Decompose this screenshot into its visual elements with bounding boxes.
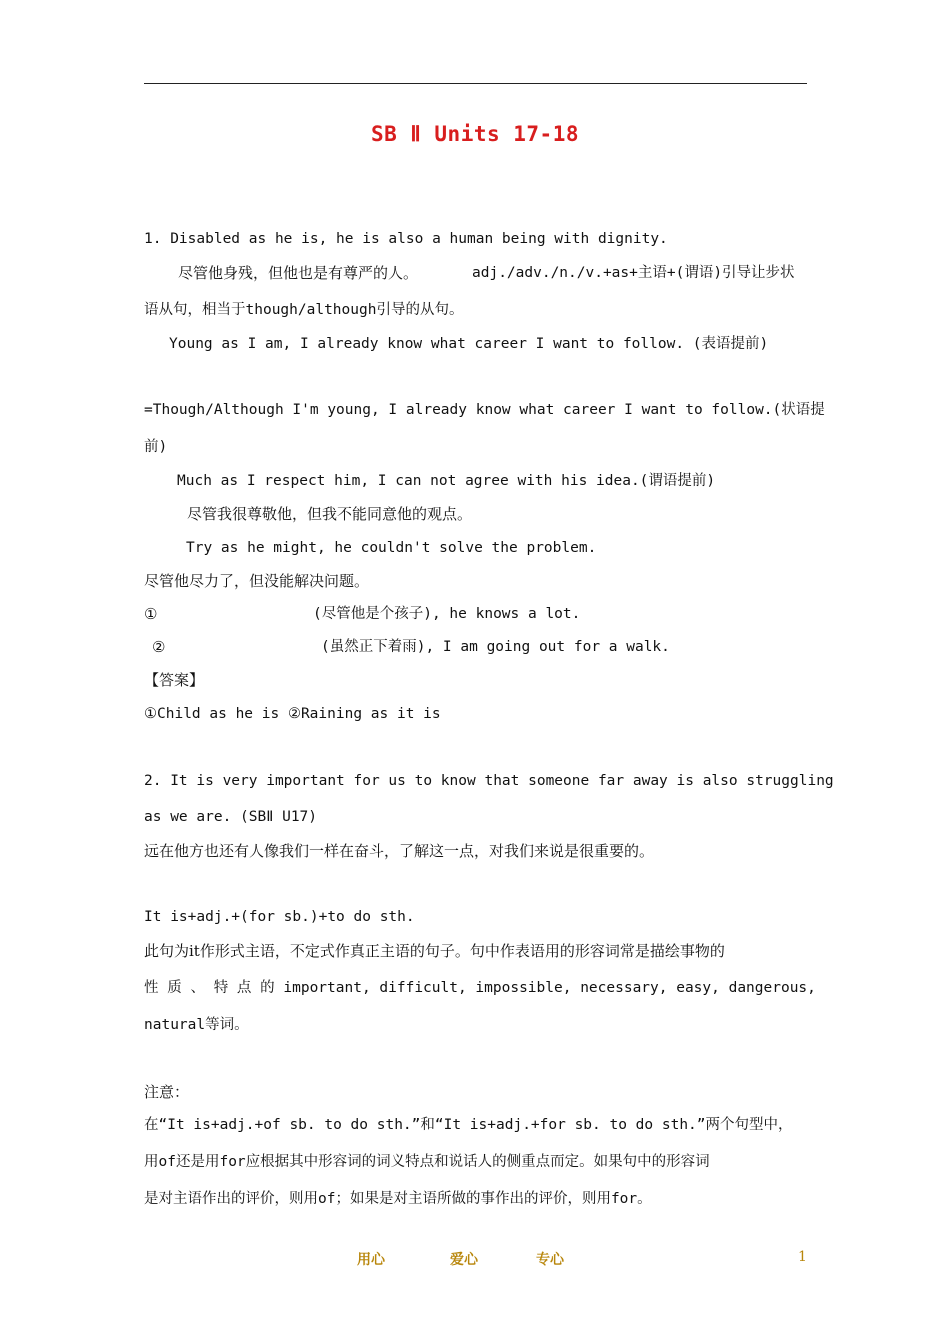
item2-explain-b: 性 质 、 特 点 的 important, difficult, impossible, necessary, easy, dangerous, (144, 980, 816, 996)
item1-example-3-cn: 尽管我很尊敬他，但我不能同意他的观点。 (187, 505, 473, 523)
note-line-a: 在“It is+adj.+of sb. to do sth.”和“It is+adj.+for sb. to do sth.”两个句型中， (144, 1117, 793, 1133)
item1-rule-a: adj./adv./n./v.+as+主语+(谓语)引导让步状 (472, 265, 795, 281)
page-number: 1 (798, 1249, 807, 1265)
exercise-1-number: ① (144, 605, 158, 623)
exercise-2-text: (虽然正下着雨), I am going out for a walk. (321, 639, 670, 655)
answer-text: ①Child as he is ②Raining as it is (144, 706, 441, 722)
item2-pattern: It is+adj.+(for sb.)+to do sth. (144, 909, 415, 925)
item1-example-2b: 前) (144, 439, 168, 455)
item2-explain-c: natural等词。 (144, 1017, 249, 1033)
item1-example-4-cn: 尽管他尽力了，但没能解决问题。 (144, 572, 370, 590)
item1-translation: 尽管他身残，但他也是有尊严的人。 (178, 264, 419, 282)
page-title: SB Ⅱ Units 17-18 (371, 122, 579, 146)
item1-example-4: Try as he might, he couldn't solve the problem. (186, 540, 597, 556)
footer-middle: 爱心 (450, 1252, 478, 1268)
item2-sentence-a: 2. It is very important for us to know that someone far away is also struggling (144, 773, 834, 789)
item2-explain-a: 此句为it作形式主语，不定式作真正主语的句子。句中作表语用的形容词常是描绘事物的 (144, 942, 725, 960)
note-line-c: 是对主语作出的评价，则用of；如果是对主语所做的事作出的评价，则用for。 (144, 1191, 652, 1207)
note-label: 注意： (144, 1083, 190, 1101)
note-line-b: 用of还是用for应根据其中形容词的词义特点和说话人的侧重点而定。如果句中的形容词 (144, 1154, 710, 1170)
item1-example-3: Much as I respect him, I can not agree with his idea.(谓语提前) (177, 473, 716, 489)
answer-label: 【答案】 (144, 671, 205, 689)
footer-right: 专心 (536, 1252, 564, 1268)
item1-example-1: Young as I am, I already know what career I want to follow. (表语提前) (169, 336, 769, 352)
exercise-2-number: ② (152, 638, 166, 656)
item1-rule-b: 语从句，相当于though/although引导的从句。 (144, 302, 464, 318)
exercise-1-text: (尽管他是个孩子), he knows a lot. (313, 606, 581, 622)
footer-left: 用心 (357, 1252, 385, 1268)
header-rule (144, 83, 807, 84)
item2-sentence-b: as we are. (SBⅡ U17) (144, 809, 318, 825)
item1-sentence: 1. Disabled as he is, he is also a human being with dignity. (144, 231, 668, 247)
item1-example-2a: =Though/Although I'm young, I already know what career I want to follow.(状语提 (144, 402, 825, 418)
item2-translation: 远在他方也还有人像我们一样在奋斗，了解这一点，对我们来说是很重要的。 (144, 842, 655, 860)
